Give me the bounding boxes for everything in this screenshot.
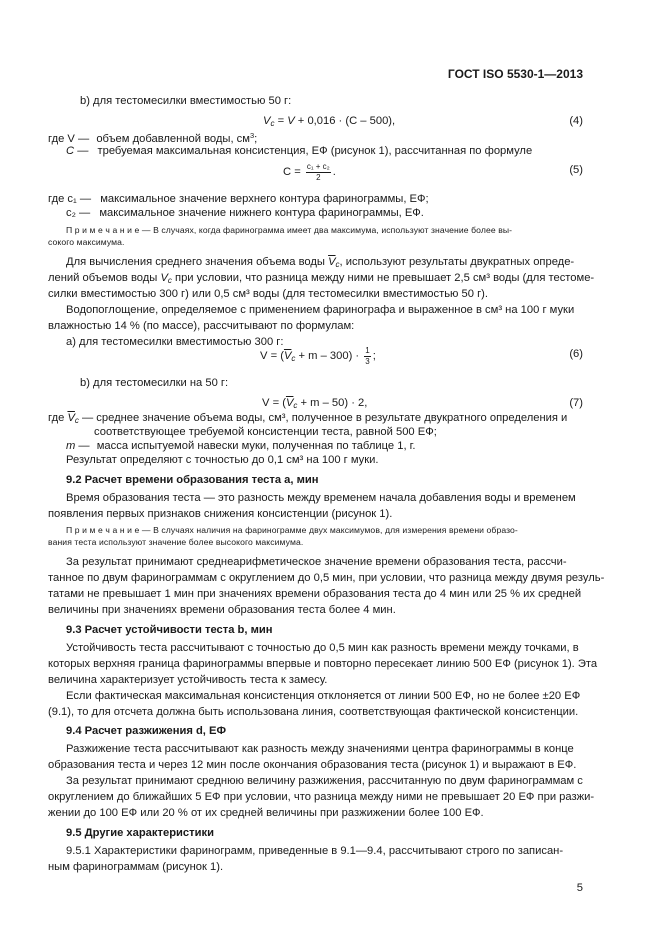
paragraph-line: (9.1), то для отсчета должна быть использована линия, соответствующая фактической консистенции. xyxy=(48,706,579,718)
paragraph-line: жении до 100 ЕФ или 20 % от их средней величины при разжижении более 100 ЕФ. xyxy=(48,807,484,819)
formula5-number: (5) xyxy=(569,164,583,176)
formula7-number: (7) xyxy=(569,397,583,409)
paragraph-line: округлением до ближайших 5 ЕФ при условии, что разница между ними не превышает 20 ЕФ при разжи- xyxy=(48,791,595,803)
paragraph-line: ным фаринограммам (рисунок 1). xyxy=(48,861,224,873)
note-line: П р и м е ч а н и е — В случаях, когда фаринограмма имеет два максимума, используют значение более вы- xyxy=(66,225,513,235)
paragraph-line: которых верхняя граница фаринограммы впервые и повторно пересекает линию 500 ЕФ (рисунок 1). Эта xyxy=(48,658,598,670)
paragraph-line: величины при значениях времени образования теста более 4 мин. xyxy=(48,604,396,616)
paragraph-line: Устойчивость теста рассчитывают с точностью до 0,5 мин как разность времени между точками, в xyxy=(66,642,579,654)
formula6-number: (6) xyxy=(569,348,583,360)
formula4-where-v: где V — объем добавленной воды, $см^3$; xyxy=(48,131,258,145)
paragraph-line: 9.5.1 Характеристики фаринограмм, приведенные в 9.1—9.4, рассчитывают строго по записан- xyxy=(66,845,564,857)
paragraph-line: Если фактическая максимальная консистенция отклоняется от линии 500 ЕФ, но не более ±20 ЕФ xyxy=(66,690,581,702)
page-number: 5 xyxy=(576,882,583,894)
paragraph-line: татами не превышает 1 мин при значениях времени образования теста до 4 мин или 25 % их средней xyxy=(48,588,582,600)
section-9-2-title: 9.2 Расчет времени образования теста a, мин xyxy=(66,474,319,486)
formula5-where-c1: где c₁ — максимальное значение верхнего контура фаринограммы, ЕФ; xyxy=(48,193,429,205)
formula5-where-c2: c₂ — максимальное значение нижнего контура фаринограммы, ЕФ. xyxy=(66,207,424,219)
paragraph-line: Время образования теста — это разность между временем начала добавления воды и временем xyxy=(66,492,576,504)
formula4-number: (4) xyxy=(569,115,583,127)
document-id: ГОСТ ISO 5530-1—2013 xyxy=(447,67,583,81)
paragraph-line: a) для тестомесилки вместимостью 300 г: xyxy=(66,336,284,348)
paragraph-line: Разжижение теста рассчитывают как разность между значениями центра фаринограммы в конце xyxy=(66,743,574,755)
note-line: сокого максимума. xyxy=(48,237,125,247)
formula4: $V_c = V + 0,016 \cdot (C - 500)$, xyxy=(263,115,396,128)
paragraph-line: появления первых признаков снижения консистенции (рисунок 1). xyxy=(48,508,393,520)
paragraph-line: За результат принимают среднюю величину разжижения, рассчитанную по двум фаринограммам с xyxy=(66,775,583,787)
paragraph-line: Водопоглощение, определяемое с применением фаринографа и выраженное в см³ на 100 г муки xyxy=(66,304,575,316)
paragraph-line: За результат принимают среднеарифметическое значение времени образования теста, рассчи- xyxy=(66,556,567,568)
formula5: C = $\frac{\text{c₁ + c₂}}{2}$ . xyxy=(283,161,336,182)
paragraph-line: Для вычисления среднего значения объема воды $\overline{V}_c$, используют результаты двукратных опреде- xyxy=(66,256,575,269)
formula7-where-vc: где $\overline{V}_c$ — среднее значение объема воды, см³, полученное в результате двукратного определения и xyxy=(48,412,568,425)
formula7: $V = (\overline{V}_c + m - 50) \cdot 2$, xyxy=(262,397,368,410)
formula4-intro: b) для тестомесилки вместимостью 50 г: xyxy=(80,95,292,107)
paragraph-line: лений объемов воды $V_c$ при условии, что разница между ними не превышает 2,5 см³ воды (для тестоме- xyxy=(48,272,595,285)
paragraph-line: танное по двум фаринограммам с округлением до 0,5 мин, при условии, что разница между двумя резуль- xyxy=(48,572,605,584)
paragraph-line: образования теста и через 12 мин после окончания образования теста (рисунок 1) и выражают в ЕФ. xyxy=(48,759,577,771)
formula7-intro: b) для тестомесилки на 50 г: xyxy=(80,377,229,389)
paragraph-line: влажностью 14 % (по массе), рассчитывают по формулам: xyxy=(48,320,355,332)
paragraph-line: величина характеризует устойчивость теста к замесу. xyxy=(48,674,328,686)
note-line: вания теста используют значение более высокого максимума. xyxy=(48,537,304,547)
formula7-where-m: m — масса испытуемой навески муки, полученная по таблице 1, г. xyxy=(66,440,416,452)
section-9-4-title: 9.4 Расчет разжижения d, ЕФ xyxy=(66,725,227,737)
formula6: $V = (\overline{V}_c + m - 300)$ · $\frac{1}{3}$ ; xyxy=(260,345,376,366)
note-line: П р и м е ч а н и е — В случаях наличия на фаринограмме двух максимумов, для измерения времени образо- xyxy=(66,525,518,535)
section-9-5-title: 9.5 Другие характеристики xyxy=(66,827,214,839)
section-9-3-title: 9.3 Расчет устойчивости теста b, мин xyxy=(66,624,273,636)
paragraph-line: силки вместимостью 300 г) или 0,5 см³ воды (для тестомесилки вместимостью 50 г). xyxy=(48,288,488,300)
formula4-where-c: C — требуемая максимальная консистенция, ЕФ (рисунок 1), рассчитанная по формуле xyxy=(66,145,533,157)
result-line: Результат определяют с точностью до 0,1 см³ на 100 г муки. xyxy=(66,454,379,466)
formula7-where-vc-cont: соответствующее требуемой консистенции теста, равной 500 ЕФ; xyxy=(94,426,437,438)
